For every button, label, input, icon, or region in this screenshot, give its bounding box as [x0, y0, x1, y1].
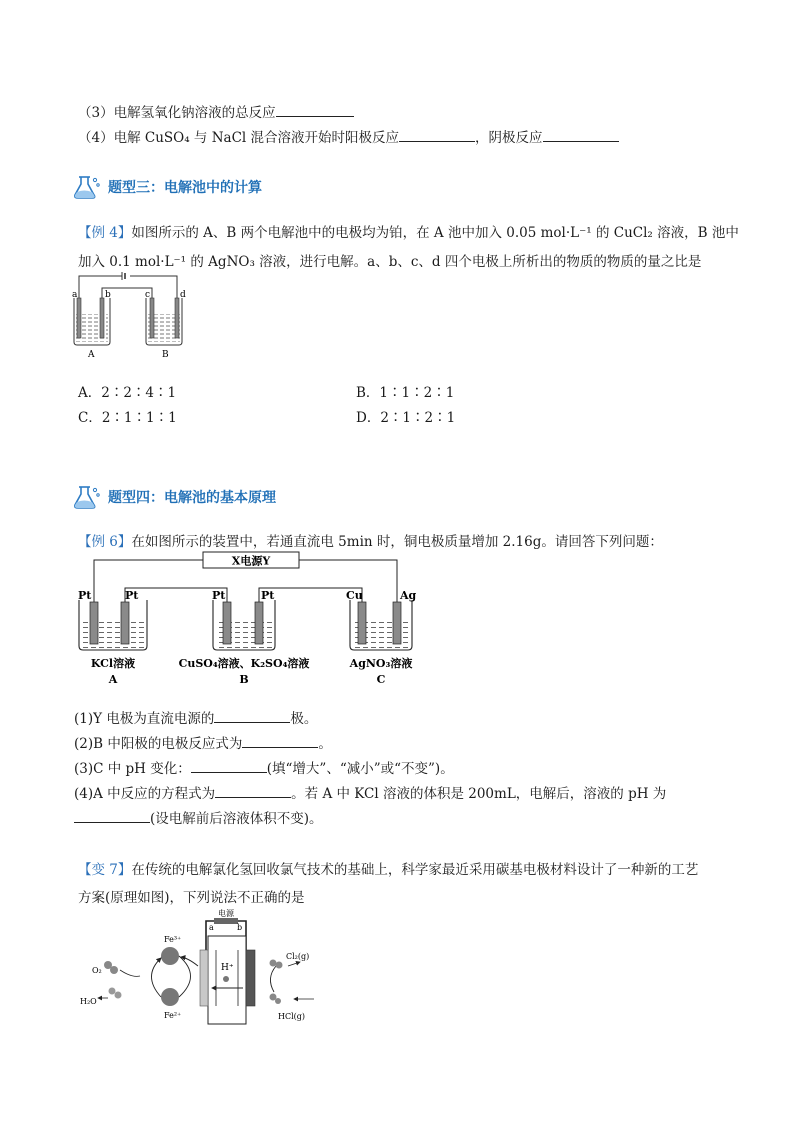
example-6-apparatus-figure: [75, 550, 430, 690]
example-6-question-4-cont: [74, 807, 323, 827]
label-a: a: [72, 290, 78, 300]
variant-7-text-1: 在传统的电解氯化氢回收氯气技术的基础上，科学家最近采用碳基电极材料设计了一种新的工艺: [131, 862, 699, 878]
electrode-label: Ag: [400, 589, 417, 602]
label-c: c: [145, 290, 151, 300]
question-text: (3)C 中 pH 变化：: [74, 761, 191, 777]
solution-A-label: KCl溶液: [90, 657, 136, 670]
question-4: [78, 126, 619, 146]
example-6-question-2: [74, 732, 332, 752]
example-6-text: 在如图所示的装置中，若通直流电 5min 时，铜电极质量增加 2.16g。请回答下列问题：: [131, 534, 663, 550]
fe3-label: Fe³⁺: [164, 935, 182, 944]
question-text: 。: [318, 736, 332, 752]
example-6-intro: [78, 530, 663, 550]
cl2-label: Cl₂(g): [286, 952, 310, 961]
answer-blank[interactable]: [215, 783, 291, 798]
question-3: [78, 101, 354, 121]
h-plus-label: H⁺: [221, 963, 234, 973]
power-label: 电源: [218, 909, 234, 918]
answer-blank[interactable]: [543, 127, 619, 142]
hcl-label: HCl(g): [278, 1012, 306, 1021]
question-text: (4)A 中反应的方程式为: [74, 786, 216, 802]
variant-7-line-2: [78, 886, 305, 906]
example-4-line-2: [78, 250, 701, 270]
question-4-sep: ，阴极反应: [475, 130, 543, 146]
label-cell-A: A: [88, 350, 95, 360]
electrode-label: Pt: [212, 589, 226, 602]
example-4-circuit-figure: [70, 268, 200, 360]
cell-A-label: A: [108, 673, 118, 686]
terminal-b-label: b: [237, 923, 243, 932]
electrode-label: Pt: [125, 589, 139, 602]
option-a[interactable]: A．2∶2∶4∶1: [78, 385, 177, 401]
flask-icon: [72, 174, 102, 200]
label-d: d: [180, 290, 186, 300]
option-d[interactable]: D．2∶1∶2∶1: [356, 410, 456, 426]
question-text: (2)B 中阳极的电极反应式为: [74, 736, 243, 752]
example-6-question-4: [74, 782, 666, 802]
label-cell-B: B: [162, 350, 169, 360]
cell-B-label: B: [239, 673, 249, 686]
answer-blank[interactable]: [191, 758, 267, 773]
power-supply-label: X电源Y: [231, 554, 271, 568]
question-text: 极。: [290, 711, 318, 727]
electrode-label: Pt: [78, 589, 92, 602]
flask-icon: [72, 484, 102, 510]
example-4-text-2: 加入 0.1 mol·L⁻¹ 的 AgNO₃ 溶液，进行电解。a、b、c、d 四个电极上所析出的物质的物质的量之比是: [78, 254, 702, 270]
question-3-text: （3）电解氢氧化钠溶液的总反应: [78, 105, 276, 121]
cell-C-label: C: [376, 673, 386, 686]
example-6-question-1: [74, 707, 317, 727]
answer-blank[interactable]: [242, 733, 318, 748]
variant-7-line-1: [78, 858, 698, 878]
option-c[interactable]: C．2∶1∶1∶1: [78, 410, 177, 426]
answer-blank[interactable]: [276, 102, 354, 117]
solution-B-label: CuSO₄溶液、K₂SO₄溶液: [178, 657, 310, 670]
example-6-question-3: [74, 757, 454, 777]
section-3-title: 题型三：电解池中的计算: [108, 180, 262, 196]
example-4-line-1: [78, 221, 739, 241]
fe2-label: Fe²⁺: [164, 1011, 182, 1020]
option-b[interactable]: B．1∶1∶2∶1: [356, 385, 455, 401]
answer-blank[interactable]: [399, 127, 475, 142]
electrode-label: Pt: [261, 589, 275, 602]
variant-7-text-2: 方案(原理如图)，下列说法不正确的是: [78, 890, 305, 906]
section-4-heading: [72, 484, 276, 510]
question-text: (1)Y 电极为直流电源的: [74, 711, 215, 727]
label-b: b: [105, 290, 111, 300]
section-3-heading: [72, 174, 262, 200]
question-text: (填“增大”、“减小”或“不变”)。: [266, 761, 454, 777]
example-6-tag: 【例 6】: [78, 534, 132, 550]
example-4-text-1: 如图所示的 A、B 两个电解池中的电极均为铂，在 A 池中加入 0.05 mol·L⁻¹ 的 CuCl₂ 溶液，B 池中: [131, 225, 739, 241]
question-text: 。若 A 中 KCl 溶液的体积是 200mL，电解后，溶液的 pH 为: [291, 786, 667, 802]
section-4-title: 题型四：电解池的基本原理: [108, 490, 276, 506]
answer-blank[interactable]: [214, 708, 290, 723]
question-text: (设电解前后溶液体积不变)。: [150, 811, 323, 827]
h2o-label: H₂O: [80, 997, 97, 1006]
example-4-tag: 【例 4】: [78, 225, 132, 241]
electrode-label: Cu: [346, 589, 363, 602]
answer-blank[interactable]: [74, 808, 150, 823]
o2-label: O₂: [92, 966, 102, 975]
terminal-a-label: a: [209, 923, 214, 932]
solution-C-label: AgNO₃溶液: [349, 657, 413, 670]
variant-7-electrolysis-figure: [78, 906, 328, 1028]
question-4-text: （4）电解 CuSO₄ 与 NaCl 混合溶液开始时阳极反应: [78, 130, 400, 146]
variant-7-tag: 【变 7】: [78, 862, 132, 878]
